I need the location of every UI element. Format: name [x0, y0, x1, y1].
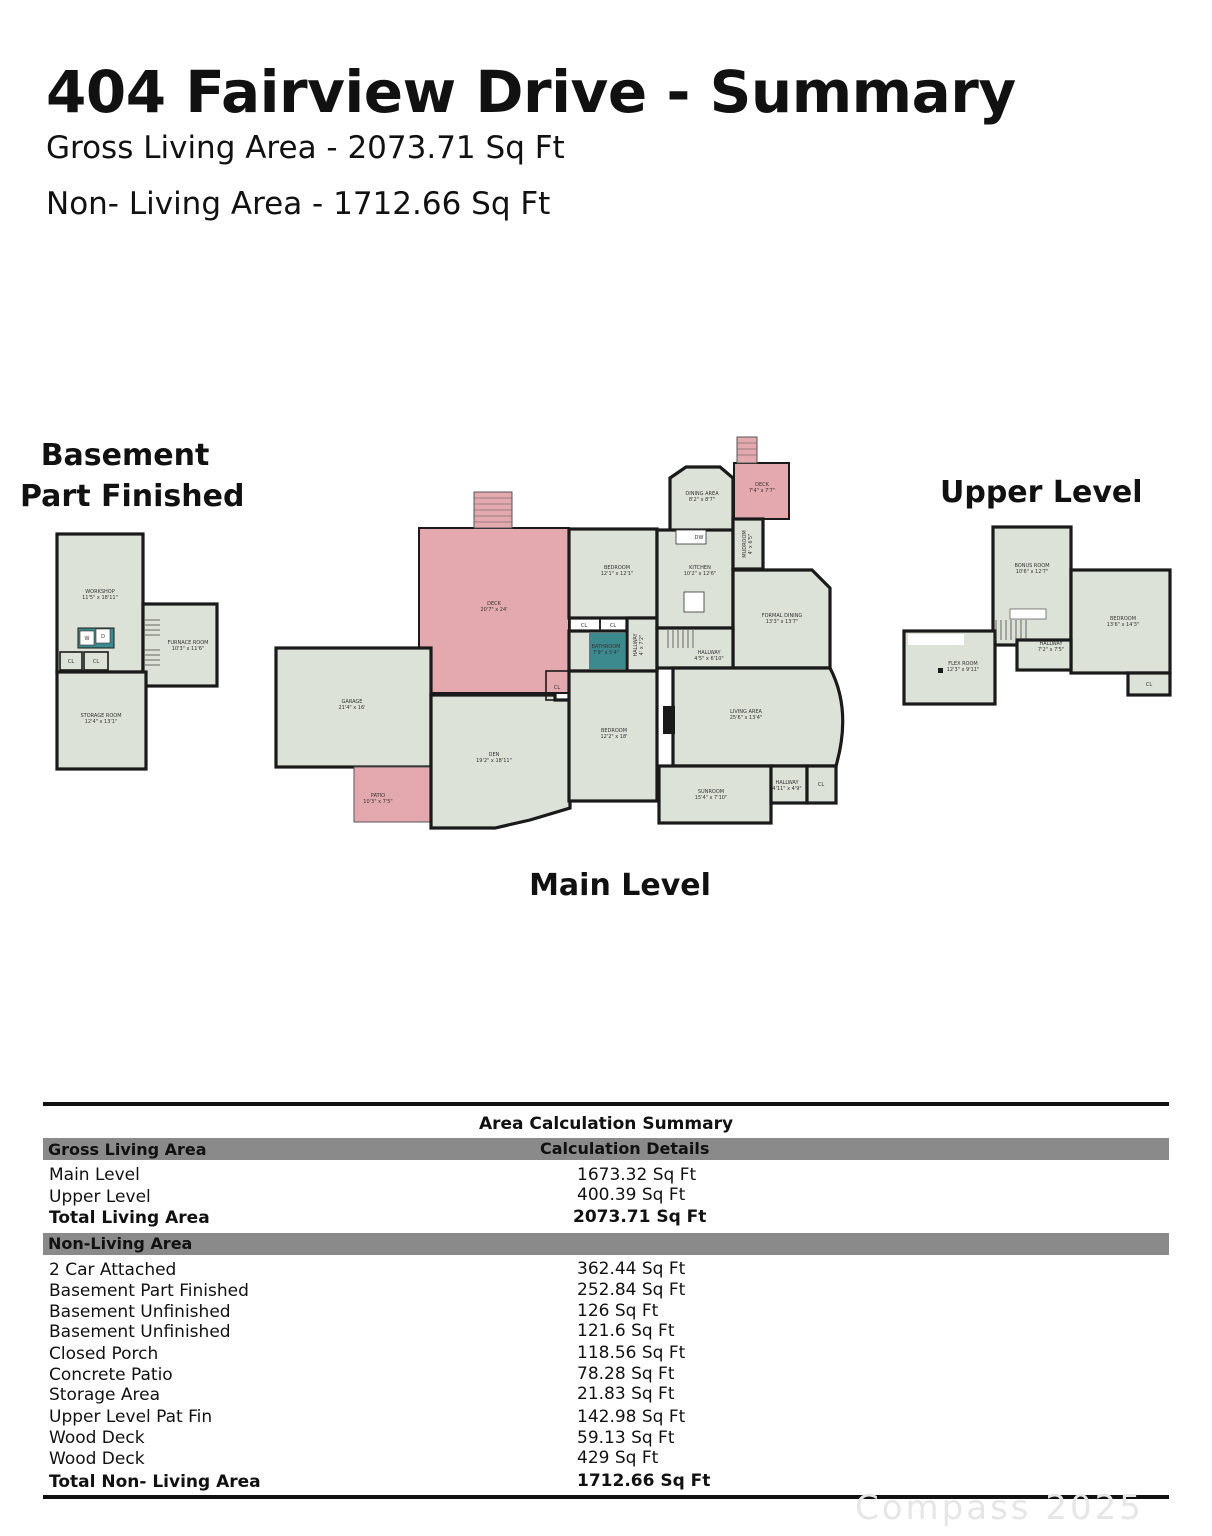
dining-area-name: DINING AREA — [685, 491, 719, 497]
sunroom-size: 15'4" x 7'10" — [694, 795, 728, 801]
kitchen-size: 10'2" x 12'6" — [683, 571, 717, 577]
hallway-small-name: HALLWAY — [775, 780, 799, 786]
table-row-label: Concrete Patio — [49, 1365, 173, 1385]
flex-size: 12'3" x 9'11" — [946, 667, 980, 673]
formal-dining-name: FORMAL DINING — [761, 613, 803, 619]
washer-label: W — [84, 636, 90, 642]
basement-plan — [57, 534, 217, 769]
deck-large-name: DECK — [487, 601, 501, 607]
total-non-living-value: 1712.66 Sq Ft — [577, 1471, 711, 1491]
mudroom-size: 4' x 6'5" — [748, 533, 754, 555]
table-row-value: 400.39 Sq Ft — [577, 1185, 686, 1205]
flex-name: FLEX ROOM — [948, 661, 978, 667]
bonus-name: BONUS ROOM — [1014, 563, 1050, 569]
page-title: 404 Fairview Drive - Summary — [46, 58, 1016, 126]
bedroom-upper-name: BEDROOM — [1109, 616, 1137, 622]
mudroom-name: MUDROOM — [742, 530, 748, 558]
bedroom-top-cl-2: CL — [609, 623, 617, 629]
kitchen-island — [684, 592, 704, 612]
bedroom-top-cl-1: CL — [580, 623, 588, 629]
table-row-label: Wood Deck — [49, 1428, 145, 1448]
dining-area-size: 8'2" x 8'7" — [688, 497, 716, 503]
table-top-rule — [43, 1102, 1169, 1106]
table-row-value: 121.6 Sq Ft — [577, 1321, 675, 1341]
garage-name: GARAGE — [341, 699, 363, 705]
garage-size: 21'4" x 16' — [338, 705, 366, 711]
table-row-value: 59.13 Sq Ft — [577, 1428, 675, 1448]
table-row-value: 21.83 Sq Ft — [577, 1384, 675, 1404]
table-row-value: 252.84 Sq Ft — [577, 1280, 686, 1300]
total-living-value: 2073.71 Sq Ft — [573, 1207, 707, 1227]
table-row-value: 78.28 Sq Ft — [577, 1364, 675, 1384]
furnace-size: 10'3" x 11'6" — [171, 646, 205, 652]
table-row-label: Upper Level — [49, 1187, 151, 1207]
table-row-label: 2 Car Attached — [49, 1260, 177, 1280]
total-living-label: Total Living Area — [49, 1208, 210, 1228]
storage-size: 12'4" x 13'1" — [84, 719, 118, 725]
living-cl: CL — [817, 782, 825, 788]
hallway-upper-size: 7'2" x 7'5" — [1037, 647, 1065, 653]
non-living-area-line: Non- Living Area - 1712.66 Sq Ft — [46, 186, 551, 222]
bedroom-top-name: BEDROOM — [603, 565, 631, 571]
basement-label-line2: Part Finished — [20, 479, 245, 514]
basement-cl-1: CL — [67, 659, 75, 665]
workshop-name: WORKSHOP — [85, 589, 115, 595]
hallway-vertical-size: 4' x 7'2" — [639, 634, 645, 656]
furnace-name: FURNACE ROOM — [167, 640, 209, 646]
bedroom-mid-cl: CL — [553, 685, 561, 691]
hallway-upper-name: HALLWAY — [1039, 641, 1063, 647]
patio-area — [354, 767, 430, 822]
table-row-label: Basement Unfinished — [49, 1322, 231, 1342]
hallway-main-size: 4'5" x 6'10" — [694, 656, 724, 662]
hallway-vertical-name: HALLWAY — [633, 633, 639, 657]
sunroom-name: SUNROOM — [697, 789, 725, 795]
deck-large-size: 20'7" x 24' — [480, 607, 508, 613]
den-size: 19'2" x 18'11" — [476, 758, 512, 764]
table-row-label: Main Level — [49, 1165, 140, 1185]
storage-name: STORAGE ROOM — [80, 713, 122, 719]
table-row-value: 429 Sq Ft — [577, 1448, 659, 1468]
workshop-size: 11'5" x 18'11" — [82, 595, 118, 601]
deck-small-stairs — [737, 437, 757, 463]
table-row-label: Storage Area — [49, 1385, 161, 1405]
upper-level-label: Upper Level — [940, 475, 1143, 510]
table-row-value: 126 Sq Ft — [577, 1301, 659, 1321]
den-name: DEN — [488, 752, 500, 758]
table-row-value: 362.44 Sq Ft — [577, 1259, 686, 1279]
basement-cl-2: CL — [92, 659, 100, 665]
table-row-label: Basement Part Finished — [49, 1281, 249, 1301]
table-row-label: Upper Level Pat Fin — [49, 1407, 213, 1427]
watermark: Compass 2025 — [855, 1488, 1144, 1528]
upper-level-plan — [904, 527, 1170, 704]
details-header: Calculation Details — [540, 1139, 710, 1158]
formal-dining-size: 13'3" x 13'7" — [765, 619, 799, 625]
table-row-label: Basement Unfinished — [49, 1302, 231, 1322]
bedroom-upper-size: 13'6" x 14'3" — [1106, 622, 1140, 628]
gross-living-area-line: Gross Living Area - 2073.71 Sq Ft — [46, 130, 565, 166]
non-header: Non-Living Area — [48, 1234, 193, 1253]
fireplace — [663, 706, 675, 734]
hallway-main — [657, 628, 733, 668]
main-level-plan — [276, 437, 843, 828]
kitchen-room — [657, 530, 733, 628]
dishwasher-label: DW — [694, 535, 704, 541]
bedroom-mid-name: BEDROOM — [600, 728, 628, 734]
kitchen-name: KITCHEN — [689, 565, 711, 571]
patio-name: PATIO — [370, 793, 386, 799]
bonus-size: 10'6" x 12'7" — [1015, 569, 1049, 575]
dryer-label: D — [101, 634, 105, 640]
gross-header: Gross Living Area — [48, 1140, 207, 1159]
living-size: 25'6" x 13'4" — [729, 715, 763, 721]
bedroom-mid-size: 12'2" x 18' — [600, 734, 628, 740]
hallway-small-size: 4'11" x 4'9" — [772, 786, 802, 792]
total-non-living-label: Total Non- Living Area — [49, 1472, 261, 1492]
upper-cl: CL — [1145, 682, 1153, 688]
table-row-value: 1673.32 Sq Ft — [577, 1165, 697, 1185]
table-row-label: Closed Porch — [49, 1344, 159, 1364]
bonus-room — [993, 527, 1071, 645]
hallway-main-name: HALLWAY — [697, 650, 721, 656]
main-level-label: Main Level — [529, 868, 711, 903]
table-title: Area Calculation Summary — [478, 1114, 734, 1134]
bedroom-top-size: 12'1" x 12'1" — [600, 571, 634, 577]
deck-small-name: DECK — [755, 482, 769, 488]
deck-small-size: 7'4" x 7'7" — [748, 488, 776, 494]
table-row-value: 142.98 Sq Ft — [577, 1407, 686, 1427]
table-row-value: 118.56 Sq Ft — [577, 1343, 686, 1363]
patio-size: 10'3" x 7'5" — [363, 799, 393, 805]
bathroom-size: 7'9" x 5'4" — [592, 650, 620, 656]
living-name: LIVING AREA — [730, 709, 762, 715]
bathroom-name: BATHROOM — [591, 644, 621, 650]
basement-label-line1: Basement — [40, 438, 210, 473]
non-header-bar — [43, 1233, 1169, 1255]
table-row-label: Wood Deck — [49, 1449, 145, 1469]
